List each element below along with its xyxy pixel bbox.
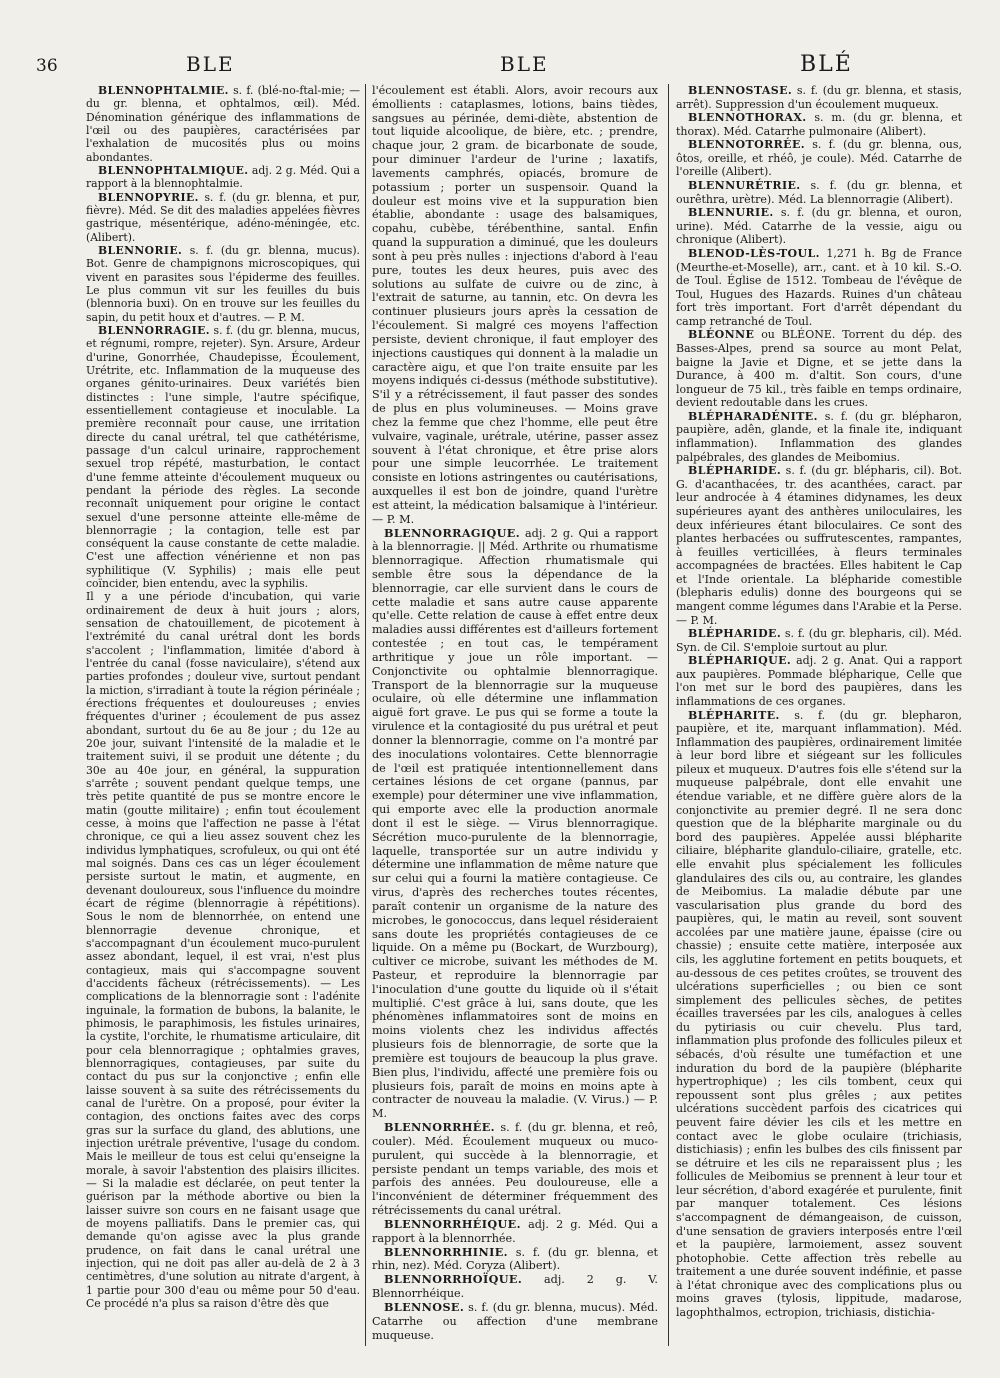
dictionary-entry <box>372 527 658 1122</box>
dictionary-entry <box>676 328 962 409</box>
entry-headword: BLÉPHARIDE. <box>688 627 782 641</box>
dictionary-entry <box>676 410 962 464</box>
entry-headword: BLENOD-LÈS-TOUL. <box>688 246 820 260</box>
entry-headword: BLENNURÉTRIE. <box>688 179 801 193</box>
dictionary-entry <box>372 1246 658 1274</box>
dictionary-entry <box>676 247 962 328</box>
entry-body: s. f. (du gr. blenna, et rhin, nez). Méd. Coryza (Alibert). <box>372 1245 658 1273</box>
entry-headword: BLENNORRAGIQUE. <box>384 525 521 540</box>
entry-body: adj. 2 g. Méd. Qui a rapport à la blennorrhée. <box>372 1217 658 1245</box>
dictionary-entry <box>372 1218 658 1246</box>
entry-body: s. f. (du gr. blenna, mucus). Méd. Catarrhe ou affection d'une membrane muqueuse. <box>372 1300 658 1342</box>
entry-headword: BLÉPHARIDE. <box>688 464 782 478</box>
entry-headword: BLENNORRHOÏQUE. <box>384 1272 523 1287</box>
dictionary-entry <box>676 654 962 708</box>
dictionary-entry <box>676 627 962 654</box>
text-column-3 <box>676 84 962 1352</box>
column-rule-1 <box>365 84 366 1346</box>
entry-body: s. f. (du gr. blenna, et ourêthra, urètre). Méd. La blennorragie (Alibert). <box>676 179 962 206</box>
entry-headword: BLENNOPHTALMIE. <box>98 84 229 97</box>
page-number: 36 <box>36 56 58 76</box>
text-column-2 <box>372 84 658 1352</box>
dictionary-entry <box>676 179 962 206</box>
dictionary-entry <box>372 84 658 527</box>
dictionary-entry <box>86 164 360 191</box>
entry-headword: BLENNOSE. <box>384 1299 465 1314</box>
entry-body: s. f. (du gr. blenna, mucus, et régnumi, rompre, rejeter). Syn. Arsure, Ardeur d'urine, Gonorrhée, Chaudepisse, Écoulement, Urétrite, etc. Inflammation de la muqueuse des organes génito-urinaires. Deux variétés bien distinctes : l'une simple, l'autre spécifique, essentiellement contagieuse et inoculable. La première reconnaît pour cause, une irritation directe du canal urétral, tel que cathétérisme, passage d'un calcul urinaire, rapprochement sexuel trop répété, masturbation, le contact d'une femme atteinte d'écoulement muqueux ou pendant la période des règles. La seconde reconnaît uniquement pour origine le contact sexuel d'une personne atteinte elle-même de blennorragie ; la contagion, telle est par conséquent la cause constante de cette maladie. C'est une affection vénérienne et non pas syphilitique (V. Syphilis) ; mais elle peut coïncider, bien entendu, avec la syphilis. <box>86 323 360 591</box>
dictionary-entry <box>372 1121 658 1218</box>
dictionary-entry <box>676 464 962 627</box>
entry-body: l'écoulement est établi. Alors, avoir recours aux émollients : cataplasmes, lotions, bains tièdes, sangsues au périnée, demi-diète, abstention de tout liquide alcoolique, de bière, etc. ; prendre, chaque jour, 2 gram. de bicarbonate de soude, pour diminuer l'ardeur de l'urine ; laxatifs, lavements camphrés, opiacés, bromure de potassium ; porter un suspensoir. Quand la douleur est moins vive et la suppuration bien établie, abondante : usage des balsamiques, copahu, cubèbe, térébenthine, santal. Enfin quand la suppuration a diminué, que les douleurs sont à peu près nulles : injections d'abord à l'eau pure, toutes les deux heures, puis avec des solutions au sulfate de cuivre ou de zinc, à l'extrait de saturne, au tannin, etc. On devra les continuer plusieurs jours après la cessation de l'écoulement. Si malgré ces moyens l'affection persiste, devient chronique, il faut employer des injections caustiques qui donnent à la maladie un caractère aigu, et que l'on traite ensuite par les moyens indiqués ci-dessus (méthode substitutive). S'il y a rétrécissement, il faut passer des sondes de plus en plus volumineuses. — Moins grave chez la femme que chez l'homme, elle peut être vulvaire, vaginale, urétrale, utérine, passer assez souvent à l'état chronique, et être prise alors pour une simple leucorrhée. Le traitement consiste en lotions astringentes ou cautérisations, auxquelles il est bon de joindre, quand l'urètre est atteint, la médication balsamique à l'intérieur. — P. M. <box>372 84 658 526</box>
dictionary-entry <box>86 324 360 591</box>
dictionary-entry <box>86 84 360 164</box>
running-head-left: BLE <box>186 52 235 76</box>
entry-headword: BLENNORIE. <box>98 243 183 257</box>
dictionary-entry <box>676 111 962 138</box>
entry-body: s. f. (du gr. blenna, et ouron, urine). Méd. Catarrhe de la vessie, aigu ou chronique (Alibert). <box>676 206 962 247</box>
dictionary-entry <box>86 590 360 1310</box>
entry-headword: BLENNORRAGIE. <box>98 323 210 337</box>
column-rule-2 <box>668 84 669 1346</box>
entry-body: s. f. (blé-no-ftal-mie; — du gr. blenna, et ophtalmos, œil). Méd. Dénomination générique des inflammations de l'œil ou des paupières, caractérisées par l'exhalation de mucosités plus ou moins abondantes. <box>86 84 360 164</box>
entry-body: s. f. (du gr. blenna, mucus). Bot. Genre de champignons microscopiques, qui vivent en parasites sous l'épiderme des feuilles. Le plus commun vit sur les feuilles du buis (blennoria buxi). On en trouve sur les feuilles du sapin, du petit houx et d'autres. — P. M. <box>86 243 360 324</box>
entry-body: Il y a une période d'incubation, qui varie ordinairement de deux à huit jours ; alors, sensation de chatouillement, de picotement à l'extrémité du canal urétral dont les bords s'accolent ; l'inflammation, limitée d'abord à l'entrée du canal (fosse naviculaire), s'étend aux parties profondes ; douleur vive, surtout pendant la miction, s'irradiant à toute la région périnéale ; érections fréquentes et douloureuses ; envies fréquentes d'uriner ; écoulement de pus assez abondant, surtout du 6e au 8e jour ; du 12e au 20e jour, suivant l'intensité de la maladie et le traitement suivi, il se produit une détente ; du 30e au 40e jour, en général, la suppuration s'arrête ; souvent pendant quelque temps, une très petite quantité de pus se montre encore le matin (goutte militaire) ; enfin tout écoulement cesse, à moins que l'affection ne passe à l'état chronique, ce qui a lieu assez souvent chez les individus lymphatiques, scrofuleux, ou qui ont été mal soignés. Dans ces cas un léger écoulement persiste surtout le matin, et augmente, en devenant douloureux, sous l'influence du moindre écart de régime (blennorragie à répétitions). Sous le nom de blennorrhée, on entend une blennorragie devenue chronique, et s'accompagnant d'un écoulement muco-purulent assez abondant, lequel, il est vrai, n'est plus contagieux, mais qui s'accompagne souvent d'accidents fâcheux (rétrécissements). — Les complications de la blennorragie sont : l'adénite inguinale, la formation de bubons, la balanite, le phimosis, le paraphimosis, les fistules urinaires, la cystite, l'orchite, le rhumatisme articulaire, dit pour cela blennorragique ; ophtalmies graves, blennorragiques, contagieuses, par suite du contact du pus sur la conjonctive ; enfin elle laisse souvent à sa suite des rétrécissements du canal de l'urètre. On a proposé, pour éviter la contagion, des onctions faites avec des corps gras sur la surface du gland, des ablutions, une injection urétrale préventive, l'usage du condom. Mais le meilleur de tous est celui qu'enseigne la morale, à savoir l'abstention des plaisirs illicites. — Si la maladie est déclarée, on peut tenter la guérison par la méthode abortive ou bien la laisser suivre son cours en ne faisant usage que de moyens palliatifs. Dans le premier cas, qui demande qu'on agisse avec la plus grande prudence, on fait dans le canal urétral une injection, qui ne doit pas aller au-delà de 2 à 3 centimètres, d'une solution au nitrate d'argent, à 1 partie pour 300 d'eau ou même pour 50 d'eau. Ce procédé n'a plus sa raison d'être dès que <box>86 590 360 1310</box>
entry-body: s. f. (du gr. blenna, et stasis, arrêt). Suppression d'un écoulement muqueux. <box>676 84 962 111</box>
entry-headword: BLENNOPYRIE. <box>98 190 199 204</box>
dictionary-entry <box>676 84 962 111</box>
entry-body: adj. 2 g. Anat. Qui a rapport aux paupières. Pommade blépharique, Celle que l'on met sur le bord des paupières, dans les inflammations de ces organes. <box>676 654 962 709</box>
dictionary-entry <box>372 1301 658 1342</box>
entry-headword: BLENNOTORRÉE. <box>688 138 805 152</box>
entry-headword: BLÉONNE <box>688 328 755 342</box>
entry-headword: BLENNOTHORAX. <box>688 111 807 125</box>
entry-body: s. f. (du gr. blépharis, cil). Bot. G. d'acanthacées, tr. des acanthées, caract. par leur androcée à 4 étamines didynames, les deux supérieures ayant des anthères uniloculaires, les deux inférieures étant biloculaires. Ce sont des plantes herbacées ou suffrutescentes, rampantes, à feuilles verticillées, à fleurs terminales accompagnées de bractées. Elles habitent le Cap et l'Inde orientale. La blépharide comestible (blepharis edulis) donne des bourgeons qui se mangent comme légumes dans l'Arabie et la Perse. — P. M. <box>676 464 962 627</box>
entry-headword: BLENNOSTASE. <box>688 84 793 97</box>
entry-headword: BLÉPHARADÉNITE. <box>688 409 818 423</box>
entry-body: s. f. (du gr. blenna, ous, ôtos, oreille, et rhéô, je coule). Méd. Catarrhe de l'oreille (Alibert). <box>676 138 962 179</box>
entry-headword: BLÉPHARIQUE. <box>688 654 792 668</box>
entry-body: 1,271 h. Bg de France (Meurthe-et-Moselle), arr., cant. et à 10 kil. S.-O. de Toul. Église de 1512. Tombeau de l'évêque de Toul, Hugues des Hazards. Ruines d'un château fort très important. Fort d'arrêt dépendant du camp retranché de Toul. <box>676 246 962 328</box>
entry-body: adj. 2 g. Méd. Qui a rapport à la blennophtalmie. <box>86 163 360 191</box>
entry-headword: BLÉPHARITE. <box>688 708 780 722</box>
entry-body: adj. 2 g. Qui a rapport à la blennorragie. || Méd. Arthrite ou rhumatisme blennorragique. Affection rhumatismale qui semble être sous la dépendance de la blennorragie, car elle survient dans le cours de cette maladie et sans autre cause apparente qu'elle. Cette relation de cause à effet entre deux maladies aussi différentes est d'ailleurs fortement contestée ; en tout cas, le tempérament arthritique y joue un rôle important. — Conjonctivite ou ophtalmie blennorragique. Transport de la blennorragie sur la muqueuse oculaire, où elle détermine une inflammation aiguë fort grave. Le pus qui se forme a toute la virulence et la contagiosité du pus urétral et peut donner la blennorragie, comme on l'a montré par des inoculations volontaires. Cette blennorragie de l'œil est pratiquée intentionnellement dans certaines lésions de cet organe (pannus, par exemple) pour déterminer une vive inflammation, qui emporte avec elle la production anormale dont il est le siège. — Virus blennorragique. Sécrétion muco-purulente de la blennorragie, laquelle, transportée sur un autre individu y détermine une inflammation de même nature que sur celui qui a fourni la matière contagieuse. Ce virus, d'après des recherches toutes récentes, paraît contenir un organisme de la nature des microbes, le gonococcus, dans lequel résideraient sans doute les propriétés contagieuses de ce liquide. On a même pu (Bockart, de Wurzbourg), cultiver ce microbe, suivant les méthodes de M. Pasteur, et reproduire la blennorragie par l'inoculation d'une goutte du liquide où il s'était multiplié. C'est grâce à lui, sans doute, que les phénomènes inflammatoires sont de moins en moins violents chez les individus affectés plusieurs fois de blennorragie, de sorte que la première est toujours de beaucoup la plus grave. Bien plus, l'individu, affecté une première fois ou plusieurs fois, paraît de moins en moins apte à contracter de nouveau la maladie. (V. Virus.) — P. M. <box>372 526 658 1121</box>
entry-body: s. f. (du gr. blenna, et pur, fièvre). Méd. Se dit des maladies appelées fièvres gastrique, mésentérique, adéno-méningée, etc. (Alibert). <box>86 190 360 244</box>
entry-headword: BLENNURIE. <box>688 206 774 220</box>
text-column-1 <box>86 84 360 1352</box>
entry-body: ou BLÉONE. Torrent du dép. des Basses-Alpes, prend sa source au mont Pelat, baigne la Javie et Digne, et se jette dans la Durance, à 400 m. d'altit. Son cours, d'une longueur de 75 kil., très faible en temps ordinaire, devient redoutable dans les crues. <box>676 328 962 410</box>
dictionary-entry <box>372 1273 658 1301</box>
entry-body: s. f. (du gr. blepharis, cil). Méd. Syn. de Cil. S'emploie surtout au plur. <box>676 627 962 654</box>
running-head-center: BLE <box>500 52 549 76</box>
dictionary-entry <box>676 206 962 247</box>
dictionary-entry <box>676 138 962 179</box>
entry-body: adj. 2 g. V. Blennorrhéique. <box>372 1273 658 1301</box>
entry-headword: BLENNORRHINIE. <box>384 1244 508 1259</box>
entry-headword: BLENNORRHÉIQUE. <box>384 1216 521 1231</box>
dictionary-entry <box>86 244 360 324</box>
entry-body: s. m. (du gr. blenna, et thorax). Méd. Catarrhe pulmonaire (Alibert). <box>676 111 962 138</box>
entry-body: s. f. (du gr. blepharon, paupière, et ite, marquant inflammation). Méd. Inflammation des paupières, ordinairement limitée à leur bord libre et siégeant sur les follicules pileux et muqueux. D'autres fois elle s'étend sur la muqueuse palpébrale, dont elle envahit une étendue variable, et ne diffère guère alors de la conjonctivite au premier degré. Il ne sera donc question que de la blépharite marginale ou du bord des paupières. Appelée aussi blépharite ciliaire, blépharite glandulo-ciliaire, gratelle, etc. elle envahit plus spécialement les follicules glandulaires des cils ou, au contraire, les glandes de Meibomius. La maladie débute par une vascularisation plus grande du bord des paupières, qui, le matin au reveil, sont souvent accolées par une matière jaune, épaisse (cire ou chassie) ; ensuite cette matière, interposée aux cils, les agglutine fortement en petits bouquets, et au-dessous de ces petites croûtes, se trouvent des ulcérations superficielles ; ou bien ce sont simplement des pellicules sèches, de petites écailles traversées par les cils, analogues à celles du pytiriasis ou cuir chevelu. Plus tard, inflammation plus profonde des follicules pileux et sébacés, d'où résulte une tuméfaction et une induration du bord de la paupière (blépharite hypertrophique) ; les cils tombent, ceux qui repoussent sont plus grêles ; aux petites ulcérations succèdent parfois des cicatrices qui peuvent faire dévier les cils et les mettre en contact avec le globe oculaire (trichiasis, distichiasis) ; enfin les bulbes des cils finissent par se détruire et les cils ne reparaissent plus ; les follicules de Meibomius se prennent à leur tour et leur sécrétion, d'abord exagérée et purulente, finit par manquer totalement. Ces lésions s'accompagnent de démangeaison, de cuisson, d'une sensation de graviers interposés entre l'œil et la paupière, larmoiement, assez souvent photophobie. Cette affection très rebelle au traitement a une durée souvent indéfinie, et passe à l'état chronique avec des complications plus ou moins graves (tylosis, lippitude, madarose, lagophthalmos, ectropion, trichiasis, distichia- <box>676 708 962 1320</box>
dictionary-entry <box>86 191 360 244</box>
running-head-right: BLÉ <box>800 52 853 77</box>
entry-body: s. f. (du gr. blépharon, paupière, adên, glande, et la finale ite, indiquant inflammation). Inflammation des glandes palpébrales, des glandes de Meibomius. <box>676 409 962 464</box>
entry-body: s. f. (du gr. blenna, et reô, couler). Méd. Écoulement muqueux ou muco-purulent, qui succède à la blennorragie, et persiste pendant un temps variable, des mois et parfois des années. Peu douloureuse, elle a l'inconvénient de déterminer fréquemment des rétrécissements du canal urétral. <box>372 1121 658 1218</box>
entry-headword: BLENNOPHTALMIQUE. <box>98 163 249 177</box>
entry-headword: BLENNORRHÉE. <box>384 1120 495 1135</box>
dictionary-entry <box>676 709 962 1320</box>
